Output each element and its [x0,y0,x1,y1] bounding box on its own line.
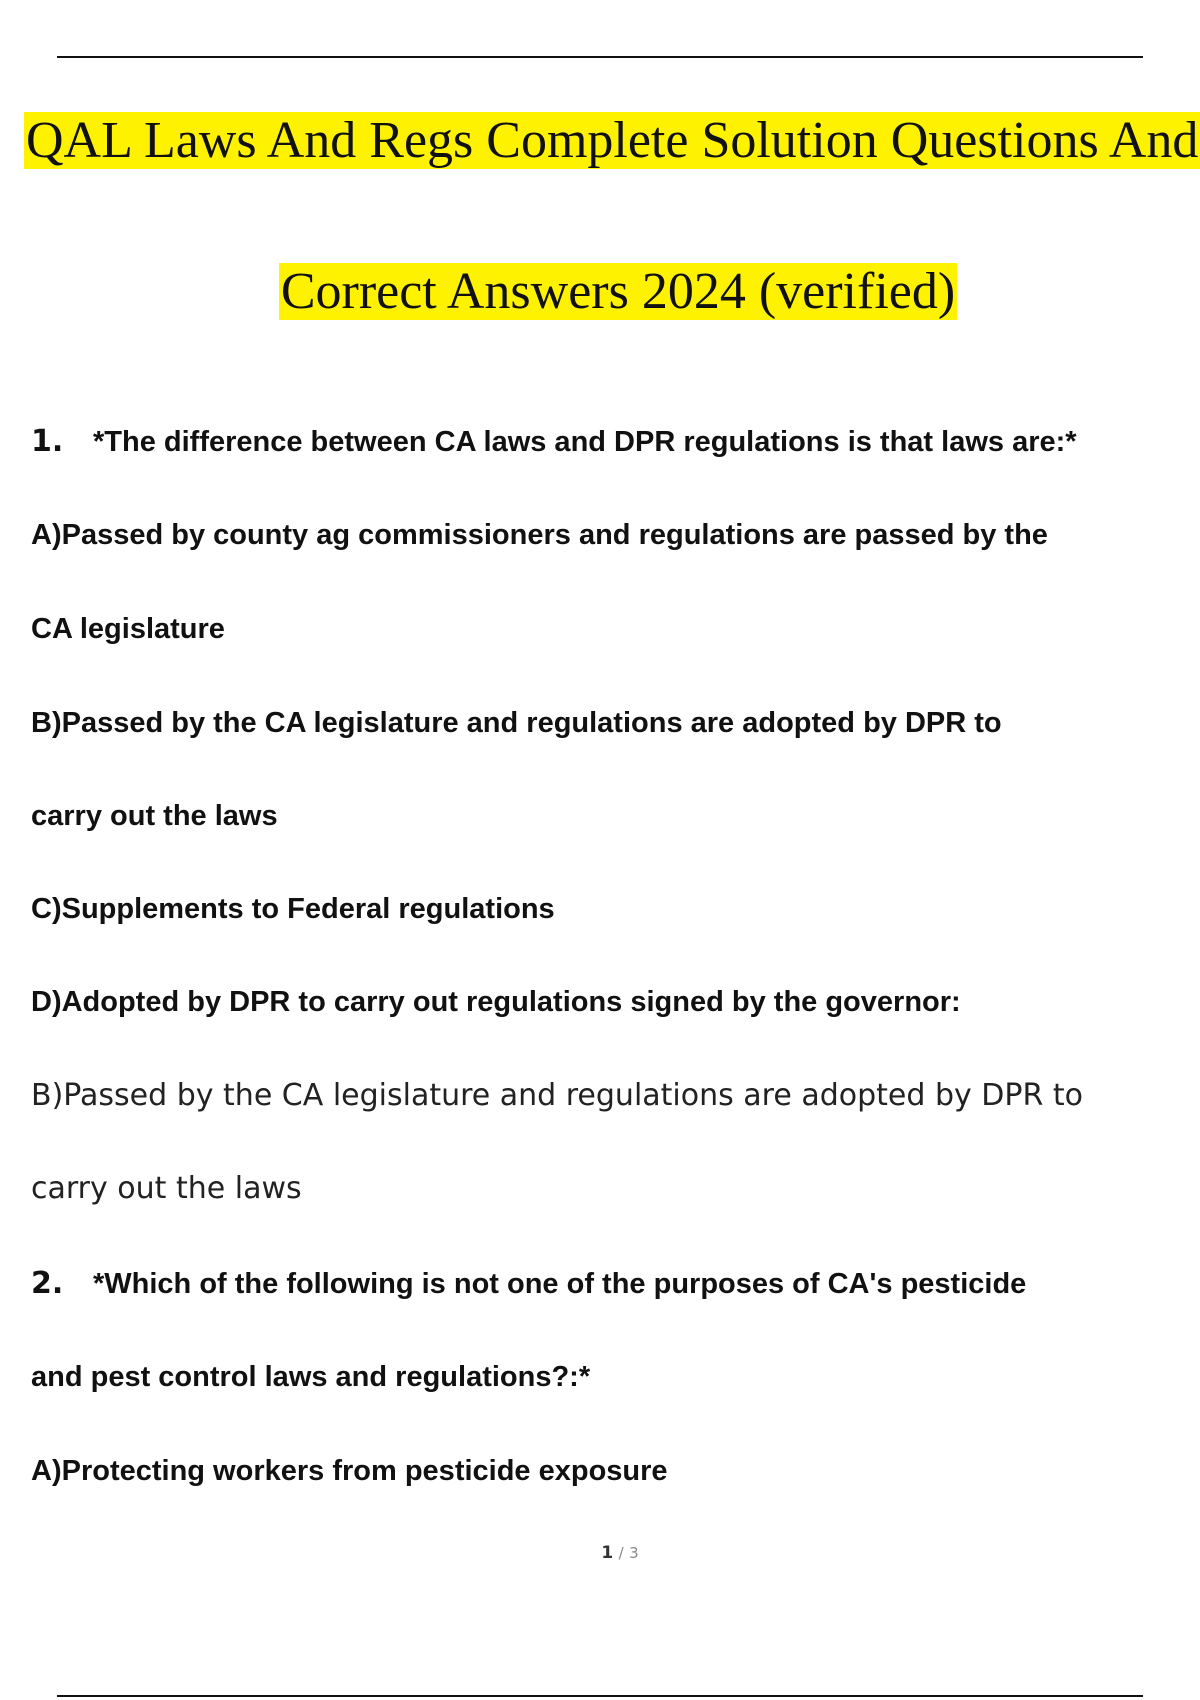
question-text: *The difference between CA laws and DPR regulations is that laws are:* [93,426,1077,458]
question-1-option-b: B)Passed by the CA legislature and regulations are adopted by DPR to [31,707,1002,739]
question-1-answer-cont: carry out the laws [31,1171,302,1206]
question-1-option-d: D)Adopted by DPR to carry out regulations signed by the governor: [31,986,961,1018]
question-text: *Which of the following is not one of the purposes of CA's pesticide [93,1268,1027,1300]
page-separator: / [618,1544,624,1562]
question-2-cont: and pest control laws and regulations?:* [31,1361,591,1393]
bottom-rule [57,1695,1143,1697]
page-indicator [0,1543,1200,1563]
question-1-option-c: C)Supplements to Federal regulations [31,893,555,925]
total-pages: 3 [629,1544,639,1562]
top-rule [57,56,1143,58]
question-1-option-a-cont: CA legislature [31,613,225,645]
question-1-answer: B)Passed by the CA legislature and regulations are adopted by DPR to [31,1078,1083,1113]
question-number: 2. [31,1266,64,1301]
current-page: 1 [601,1543,614,1563]
title-highlight: QAL Laws And Regs Complete Solution Questions And [26,112,1199,169]
question-1 [31,424,1077,460]
question-1-option-b-cont: carry out the laws [31,800,278,832]
document-title-line-2 [0,261,1200,323]
question-2-option-a: A)Protecting workers from pesticide exposure [31,1455,668,1487]
title-highlight: Correct Answers 2024 (verified) [280,263,956,320]
document-title-line-1 [24,110,1200,172]
question-2 [31,1266,1026,1302]
question-1-option-a: A)Passed by county ag commissioners and regulations are passed by the [31,519,1048,551]
question-number: 1. [31,424,64,459]
